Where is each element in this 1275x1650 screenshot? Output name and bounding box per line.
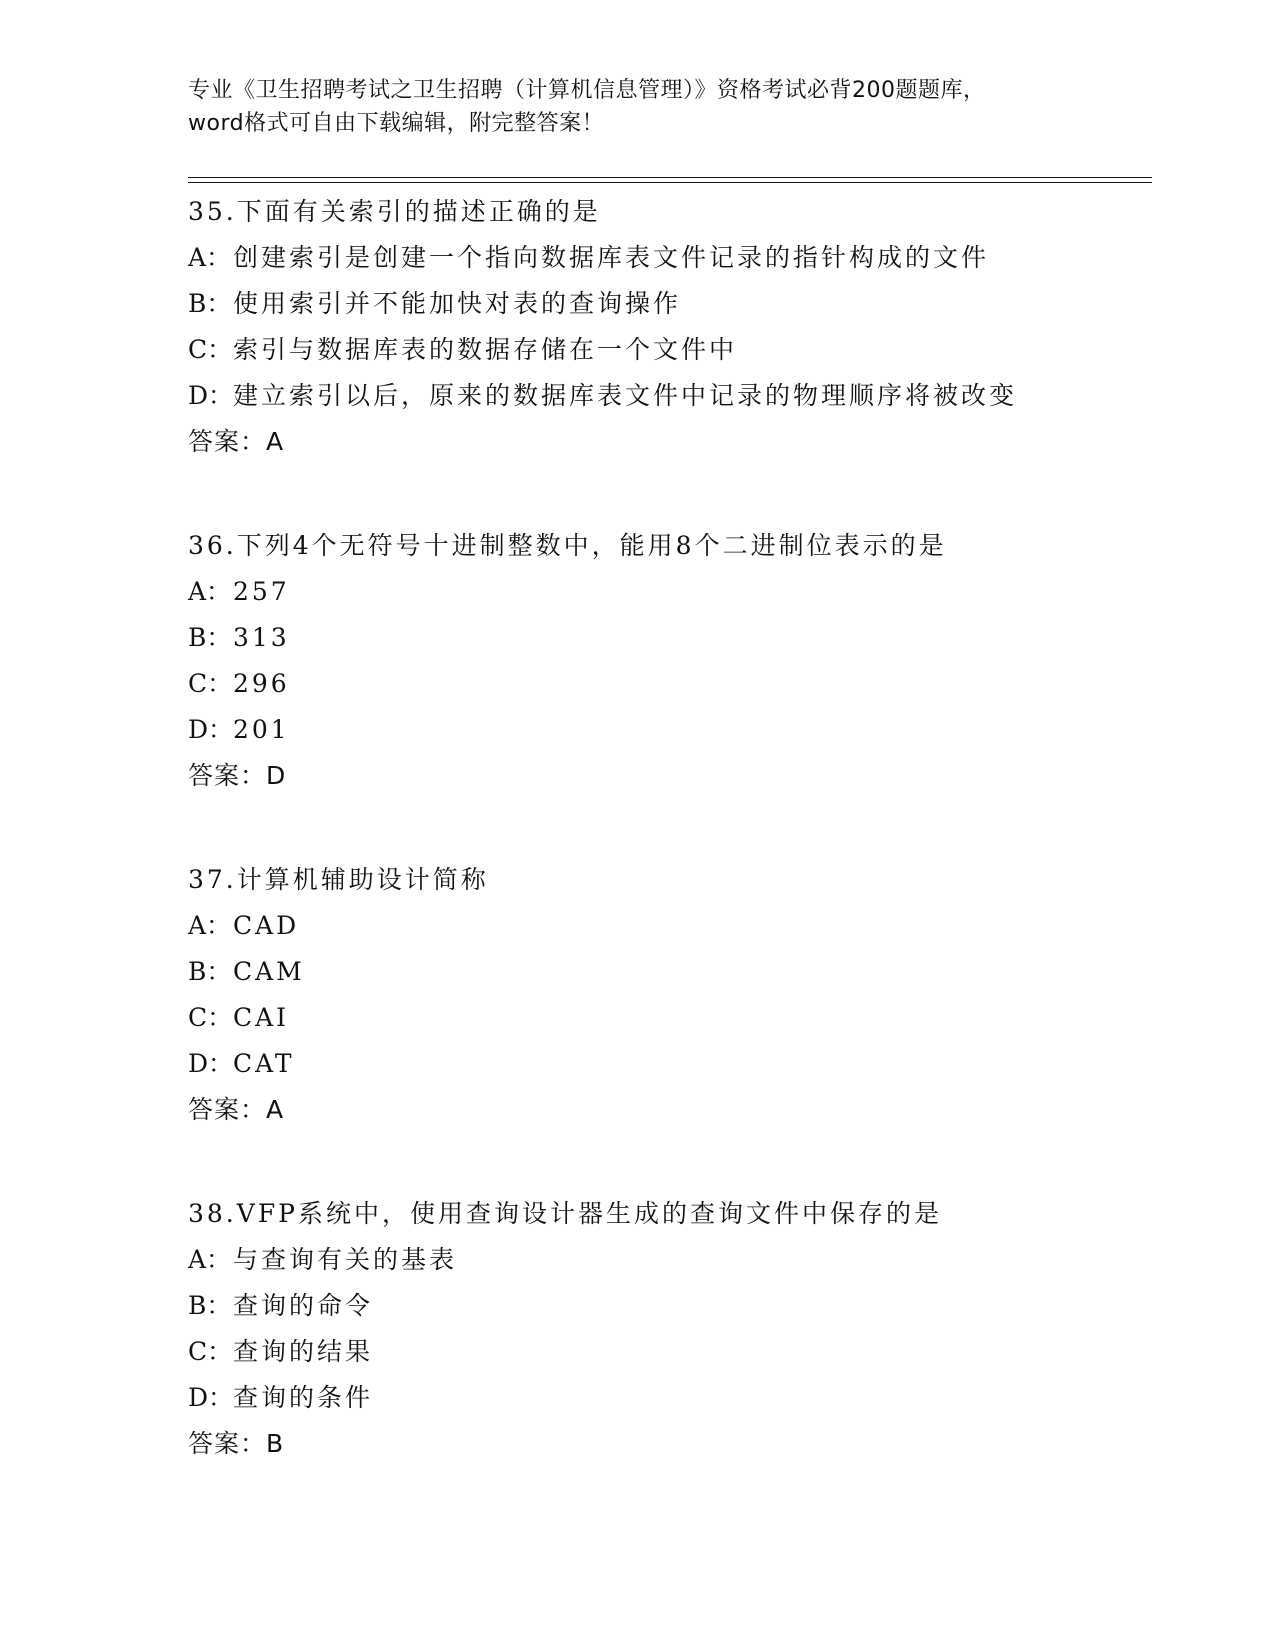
question-item [188, 1191, 1148, 1467]
answer-line: 答案：A [188, 427, 285, 456]
option-d [188, 707, 1148, 753]
option-letter: A： [188, 243, 232, 272]
option-letter: D： [188, 381, 234, 410]
document-header [188, 74, 1088, 140]
option-letter: D： [188, 1049, 234, 1078]
answer-line: 答案：A [188, 1095, 285, 1124]
option-b [188, 281, 1148, 327]
option-text: CAM [233, 957, 305, 986]
option-a [188, 903, 1148, 949]
header-subtitle-line: word格式可自由下载编辑，附完整答案！ [188, 111, 605, 136]
option-letter: B： [188, 289, 232, 318]
option-text: 查询的结果 [233, 1337, 374, 1366]
option-d [188, 1375, 1148, 1421]
option-letter: D： [188, 1383, 234, 1412]
option-b [188, 1283, 1148, 1329]
option-letter: B： [188, 1291, 232, 1320]
option-b [188, 949, 1148, 995]
option-text: 建立索引以后，原来的数据库表文件中记录的物理顺序将被改变 [233, 381, 1018, 410]
question-stem: 36.下列4个无符号十进制整数中，能用8个二进制位表示的是 [188, 531, 947, 560]
option-text: 创建索引是创建一个指向数据库表文件记录的指针构成的文件 [233, 243, 990, 272]
option-a [188, 1237, 1148, 1283]
option-letter: A： [188, 1245, 232, 1274]
option-letter: A： [188, 577, 232, 606]
question-stem: 35.下面有关索引的描述正确的是 [188, 197, 601, 226]
question-stem: 38.VFP系统中，使用查询设计器生成的查询文件中保存的是 [188, 1199, 942, 1228]
answer-line: 答案：D [188, 761, 287, 790]
question-item [188, 523, 1148, 799]
option-text: CAT [233, 1049, 295, 1078]
question-list [188, 189, 1148, 1525]
option-a [188, 569, 1148, 615]
option-text: 257 [233, 577, 290, 606]
option-letter: C： [188, 335, 233, 364]
option-text: 使用索引并不能加快对表的查询操作 [233, 289, 682, 318]
option-text: 查询的命令 [233, 1291, 374, 1320]
header-title-line: 专业《卫生招聘考试之卫生招聘（计算机信息管理）》资格考试必背200题题库， [188, 78, 986, 103]
option-c [188, 995, 1148, 1041]
option-text: 查询的条件 [233, 1383, 374, 1412]
option-a [188, 235, 1148, 281]
option-c [188, 661, 1148, 707]
option-letter: A： [188, 911, 232, 940]
question-item [188, 857, 1148, 1133]
option-letter: D： [188, 715, 234, 744]
header-divider-bottom [188, 182, 1152, 183]
option-letter: C： [188, 669, 233, 698]
option-text: CAD [233, 911, 300, 940]
question-stem: 37.计算机辅助设计简称 [188, 865, 489, 894]
option-d [188, 373, 1148, 419]
option-letter: B： [188, 623, 232, 652]
option-letter: C： [188, 1337, 233, 1366]
option-text: 313 [233, 623, 290, 652]
answer-line: 答案：B [188, 1429, 285, 1458]
option-text: 索引与数据库表的数据存储在一个文件中 [233, 335, 738, 364]
option-text: 201 [233, 715, 290, 744]
option-text: 296 [233, 669, 290, 698]
option-text: 与查询有关的基表 [233, 1245, 458, 1274]
question-item [188, 189, 1148, 465]
option-text: CAI [233, 1003, 290, 1032]
option-b [188, 615, 1148, 661]
option-letter: C： [188, 1003, 233, 1032]
option-c [188, 327, 1148, 373]
option-letter: B： [188, 957, 232, 986]
header-divider-top [188, 177, 1152, 178]
option-c [188, 1329, 1148, 1375]
option-d [188, 1041, 1148, 1087]
